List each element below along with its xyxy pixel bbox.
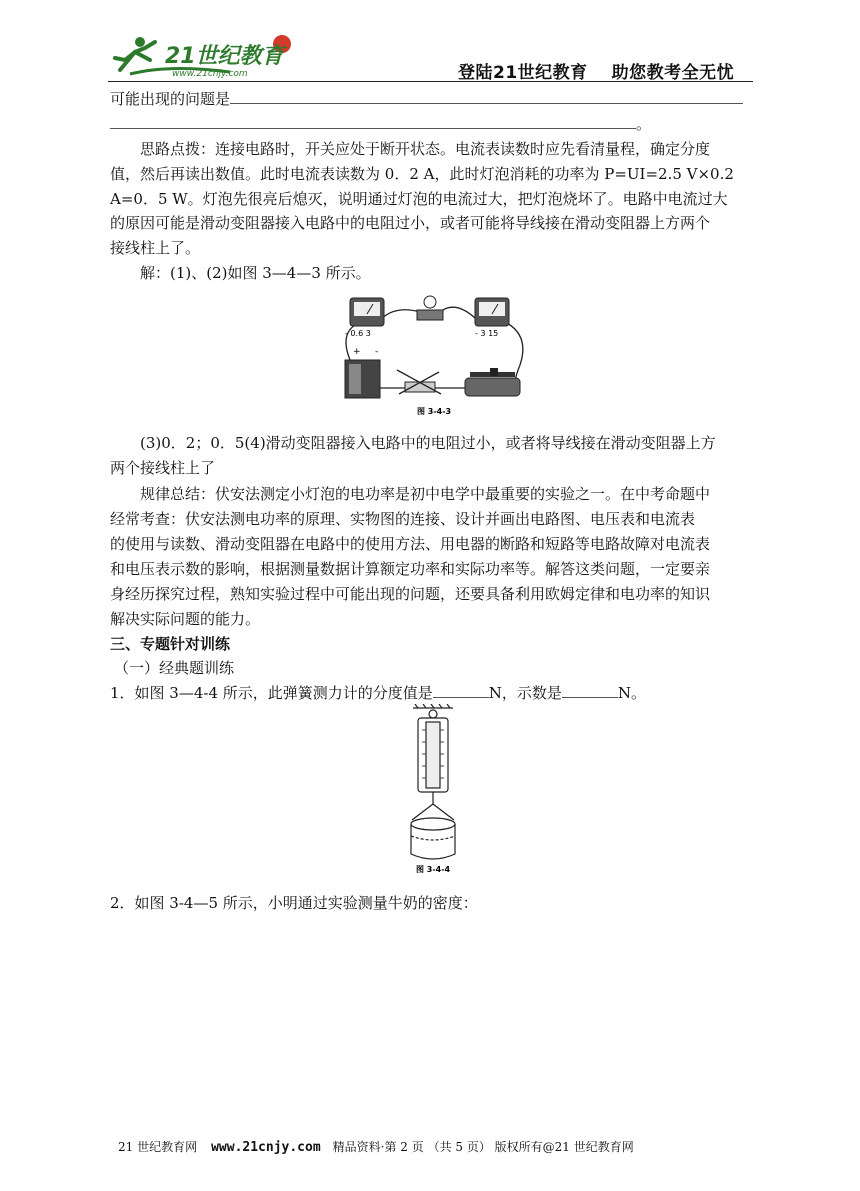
slogan-login: 登陆21世纪教育 xyxy=(458,63,588,83)
page-footer xyxy=(118,1138,634,1155)
rheostat-icon xyxy=(465,368,520,396)
header-divider xyxy=(108,81,753,82)
hint-line-3: A=0．5 W。灯泡先很亮后熄灭，说明通过灯泡的电流过大，把灯泡烧坏了。电路中电流过大 xyxy=(110,190,728,208)
summary-line-1: 规律总结：伏安法测定小灯泡的电功率是初中电学中最重要的实验之一。在中考命题中 xyxy=(140,485,711,503)
logo-text: 21世纪教育 xyxy=(165,44,284,69)
summary-line-3: 的使用与读数、滑动变阻器在电路中的使用方法、用电器的断路和短路等电路故障对电流表 xyxy=(110,535,711,553)
q1-blank-reading[interactable] xyxy=(562,683,618,698)
header-slogan xyxy=(458,58,734,83)
ammeter-range: - 0.6 3 xyxy=(345,329,371,338)
summary-line-5: 身经历探究过程，熟知实验过程中可能出现的问题，还要具备利用欧姆定律和电功率的知识 xyxy=(110,585,711,603)
hint-line-2: 值，然后再读出数值。此时电流表读数为 0．2 A，此时灯泡消耗的功率为 P=UI=2.5 V×0.2 xyxy=(110,165,734,183)
subsection-title: （一）经典题训练 xyxy=(114,659,235,677)
hint-line-5: 接线柱上了。 xyxy=(110,239,201,257)
section-title: 三、专题针对训练 xyxy=(110,635,231,653)
battery-icon xyxy=(345,360,380,398)
answer-line-4: 两个接线柱上了 xyxy=(110,459,216,477)
voltmeter-range: - 3 15 xyxy=(475,329,499,338)
logo-url: www.21cnjy.com xyxy=(172,69,248,79)
battery-plus: + xyxy=(353,347,361,357)
lamp-icon xyxy=(417,296,443,320)
circuit-figure xyxy=(335,290,535,420)
battery-minus: - xyxy=(375,347,379,357)
question-2: 2．如图 3-4—5 所示，小明通过实验测量牛奶的密度： xyxy=(110,894,478,912)
answer-line-1 xyxy=(110,89,743,109)
figure-caption-343: 图 3-4-3 xyxy=(417,407,452,416)
q1-blank-division[interactable] xyxy=(433,683,489,698)
answer-blank-2[interactable] xyxy=(110,114,636,129)
site-logo xyxy=(110,30,310,80)
slogan-help: 助您教考全无忧 xyxy=(611,63,735,83)
answer-line-2: 。 xyxy=(110,114,651,134)
hint-line-4: 的原因可能是滑动变阻器接入电路中的电阻过小，或者可能将导线接在滑动变阻器上方两个 xyxy=(110,214,711,232)
question-prompt: 可能出现的问题是 xyxy=(110,90,231,108)
question-1: 1．如图 3—4-4 所示，此弹簧测力计的分度值是 N，示数是 N。 xyxy=(110,684,647,702)
figure-caption-344: 图 3-4-4 xyxy=(416,865,451,874)
footer-site: 21 世纪教育网 xyxy=(118,1140,198,1154)
footer-info: 精品资料·第 2 页 （共 5 页） 版权所有@21 世纪教育网 xyxy=(332,1140,634,1154)
summary-line-2: 经常考查：伏安法测电功率的原理、实物图的连接、设计并画出电路图、电压表和电流表 xyxy=(110,510,696,528)
spring-scale-figure xyxy=(398,704,468,876)
summary-line-6: 解决实际问题的能力。 xyxy=(110,610,261,628)
answer-line-3: (3)0．2；0．5(4)滑动变阻器接入电路中的电阻过小，或者将导线接在滑动变阻器上方 xyxy=(140,434,716,452)
ammeter-icon xyxy=(350,298,384,326)
summary-line-4: 和电压表示数的影响，根据测量数据计算额定功率和实际功率等。解答这类问题，一定要亲 xyxy=(110,560,711,578)
solution-line: 解：(1)、(2)如图 3—4—3 所示。 xyxy=(140,264,371,282)
footer-url[interactable]: www.21cnjy.com xyxy=(211,1140,321,1155)
voltmeter-icon xyxy=(475,298,509,326)
answer-blank-1[interactable] xyxy=(230,89,743,104)
hint-line-1: 思路点拨：连接电路时，开关应处于断开状态。电流表读数时应先看清量程，确定分度 xyxy=(140,140,711,158)
switch-icon xyxy=(397,370,441,394)
